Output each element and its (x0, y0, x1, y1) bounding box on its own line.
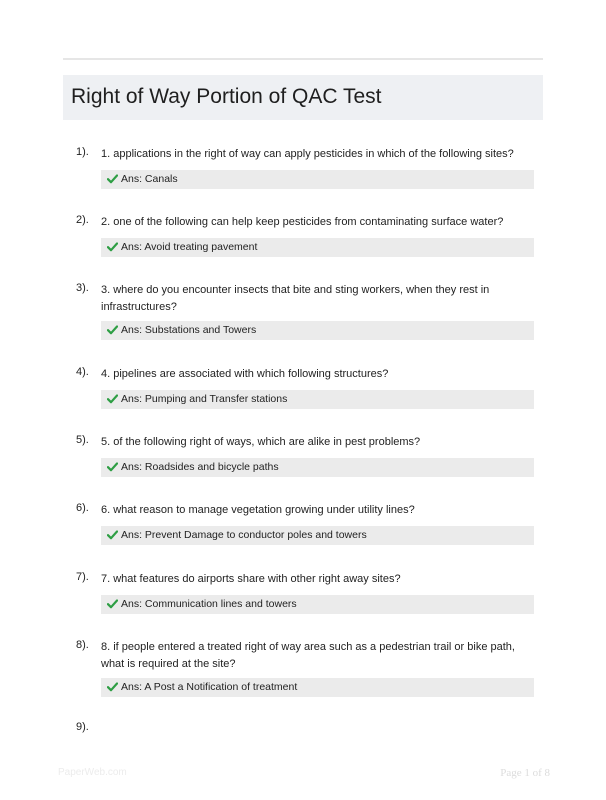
answer-box (101, 170, 534, 189)
question-number: 8). (76, 639, 89, 651)
checkmark-icon (107, 526, 119, 545)
checkmark-icon (107, 170, 119, 189)
top-divider (63, 58, 543, 60)
answer-text: Ans: Pumping and Transfer stations (121, 393, 288, 405)
answer-box (101, 238, 534, 257)
question-number: 4). (76, 366, 89, 378)
question-text: 4. pipelines are associated with which following structures? (101, 368, 389, 380)
answer-text: Ans: Communication lines and towers (121, 598, 297, 610)
question-number: 6). (76, 502, 89, 514)
answer-text: Ans: Canals (121, 173, 178, 185)
answer-text: Ans: A Post a Notification of treatment (121, 681, 298, 693)
page-indicator: Page 1 of 8 (500, 767, 550, 779)
answer-text: Ans: Roadsides and bicycle paths (121, 461, 279, 473)
question-number: 5). (76, 434, 89, 446)
question-number: 3). (76, 282, 89, 294)
answer-text: Ans: Prevent Damage to conductor poles and towers (121, 529, 367, 541)
checkmark-icon (107, 458, 119, 477)
answer-box (101, 526, 534, 545)
footer-watermark: PaperWeb.com (58, 767, 127, 778)
question-text: 8. if people entered a treated right of way area such as a pedestrian trail or bike path, what is required at the site? (101, 641, 515, 670)
answer-box (101, 678, 534, 697)
question-text: 5. of the following right of ways, which are alike in pest problems? (101, 436, 421, 448)
answer-box (101, 595, 534, 614)
checkmark-icon (107, 678, 119, 697)
question-text: 6. what reason to manage vegetation growing under utility lines? (101, 504, 415, 516)
answer-text: Ans: Substations and Towers (121, 324, 257, 336)
question-text: 3. where do you encounter insects that bite and sting workers, when they rest in infrastructures? (101, 284, 490, 313)
answer-box (101, 321, 534, 340)
answer-box (101, 458, 534, 477)
checkmark-icon (107, 321, 119, 340)
checkmark-icon (107, 238, 119, 257)
question-number: 7). (76, 571, 89, 583)
question-text: 7. what features do airports share with other right away sites? (101, 573, 401, 585)
page-title: Right of Way Portion of QAC Test (71, 85, 382, 108)
question-number: 9). (76, 721, 89, 733)
title-banner (63, 75, 543, 120)
answer-box (101, 390, 534, 409)
question-number: 2). (76, 214, 89, 226)
checkmark-icon (107, 595, 119, 614)
checkmark-icon (107, 390, 119, 409)
answer-text: Ans: Avoid treating pavement (121, 241, 258, 253)
question-text: 2. one of the following can help keep pesticides from contaminating surface water? (101, 216, 504, 228)
question-number: 1). (76, 146, 89, 158)
question-text: 1. applications in the right of way can apply pesticides in which of the following sites? (101, 148, 514, 160)
